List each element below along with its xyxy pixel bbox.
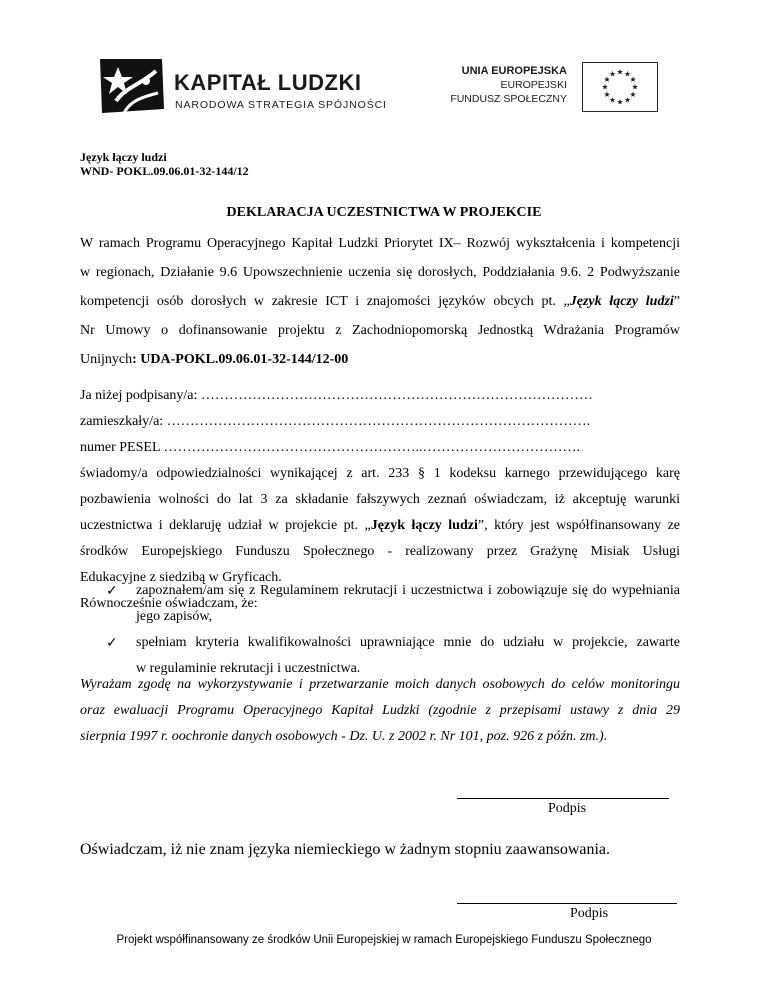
data-consent-paragraph [80, 672, 680, 750]
kapital-ludzki-title: KAPITAŁ LUDZKI [174, 70, 362, 95]
intro-paragraph [80, 229, 680, 374]
declaration-line [80, 513, 680, 539]
agreement-number: : UDA-POKL.09.06.01-32-144/12-00 [132, 352, 349, 367]
checklist-text: w regulaminie rekrutacji i uczestnictwa. [136, 661, 361, 676]
eu-logo-line-3: FUNDUSZ SPOŁECZNY [450, 93, 567, 105]
intro-line: W ramach Programu Operacyjnego Kapitał Ludzki Priorytet IX– Rozwój wykształcenia i kompetencji [80, 236, 680, 251]
intro-line [80, 345, 680, 374]
eu-flag-icon [582, 62, 658, 112]
pesel-field[interactable]: numer PESEL ………………………………………………..……………………………. [80, 440, 580, 455]
signature-line[interactable] [457, 798, 669, 799]
language-statement: Oświadczam, iż nie znam języka niemieckiego w żadnym stopniu zaawansowania. [80, 841, 611, 858]
eu-logo [445, 62, 660, 114]
name-field[interactable]: Ja niżej podpisany/a: ………………………………………………………………………… [80, 388, 593, 403]
footer-note: Projekt współfinansowany ze środków Unii Europejskiej w ramach Europejskiego Funduszu Społecznego [116, 934, 652, 946]
checklist-text: zapoznałem/am się z Regulaminem rekrutacji i uczestnictwa i zobowiązuje się do wypełniania [136, 583, 680, 598]
kapital-ludzki-subtitle: NARODOWA STRATEGIA SPÓJNOŚCI [175, 99, 387, 111]
also-declare-text: Równocześnie oświadczam, że: [80, 596, 258, 611]
eu-logo-line-1: UNIA EUROPEJSKA [461, 65, 567, 77]
intro-text: Unijnych [80, 352, 133, 367]
eu-logo-line-2: EUROPEJSKI [500, 79, 567, 91]
list-item [80, 578, 680, 604]
checkmark-icon: ✓ [106, 635, 118, 651]
project-id: WND- POKL.09.06.01-32-144/12 [80, 164, 249, 178]
list-item-continuation [80, 604, 680, 630]
declaration-line: pozbawienia wolności do lat 3 za składanie fałszywych zeznań oświadczam, iż akceptuję warunki [80, 492, 680, 507]
declaration-text: ”, który jest współfinansowany ze [477, 518, 680, 533]
declaration-line: Edukacyjne z siedzibą w Gryficach. [80, 570, 282, 585]
intro-text: ” [673, 294, 681, 309]
document-title: DEKLARACJA UCZESTNICTWA W PROJEKCIE [226, 205, 542, 220]
declaration-text: uczestnictwa i deklaruję udział w projekcie pt. „ [80, 518, 371, 533]
intro-line: w regionach, Działanie 9.6 Upowszechnienie uczenia się dorosłych, Poddziałania 9.6. 2 Podwyższanie [80, 265, 680, 280]
declaration-line: świadomy/a odpowiedzialności wynikającej z art. 233 § 1 kodeksu karnego przewidującego karę [80, 466, 680, 481]
project-name-inline: Język łączy ludzi [370, 518, 478, 533]
list-item [80, 630, 680, 656]
signature-label: Podpis [570, 906, 609, 921]
project-name: Język łączy ludzi [80, 150, 167, 164]
kapital-ludzki-emblem-icon [96, 57, 168, 119]
project-name-inline: Język łączy ludzi [569, 294, 674, 309]
checklist [80, 578, 680, 682]
address-field[interactable]: zamieszkały/a: ………………………………………………………………………………. [80, 414, 591, 429]
checklist-text: spełniam kryteria kwalifikowalności uprawniające mnie do udziału w projekcie, zawarte [136, 635, 680, 650]
checkmark-icon: ✓ [106, 583, 118, 599]
consent-line: Wyrażam zgodę na wykorzystywanie i przetwarzanie moich danych osobowych do celów monitoringu [80, 677, 680, 692]
signature-label: Podpis [548, 801, 587, 816]
intro-line: Nr Umowy o dofinansowanie projektu z Zachodniopomorską Jednostką Wdrażania Programów [80, 323, 680, 338]
intro-text: kompetencji osób dorosłych w zakresie ICT i znajomości języków obcych pt. „ [80, 294, 570, 309]
consent-line: sierpnia 1997 r. oochronie danych osobowych - Dz. U. z 2002 r. Nr 101, poz. 926 z późn. zm.). [80, 729, 608, 744]
checklist-text: jego zapisów, [136, 609, 213, 624]
kapital-ludzki-logo [96, 57, 386, 119]
intro-line [80, 287, 680, 316]
signature-line[interactable] [457, 903, 677, 904]
consent-line: oraz ewaluacji Programu Operacyjnego Kapitał Ludzki (zgodnie z przepisami ustawy z dnia 29 [80, 703, 680, 718]
declaration-line: środków Europejskiego Funduszu Społecznego - realizowany przez Grażynę Misiak Usługi [80, 544, 680, 559]
